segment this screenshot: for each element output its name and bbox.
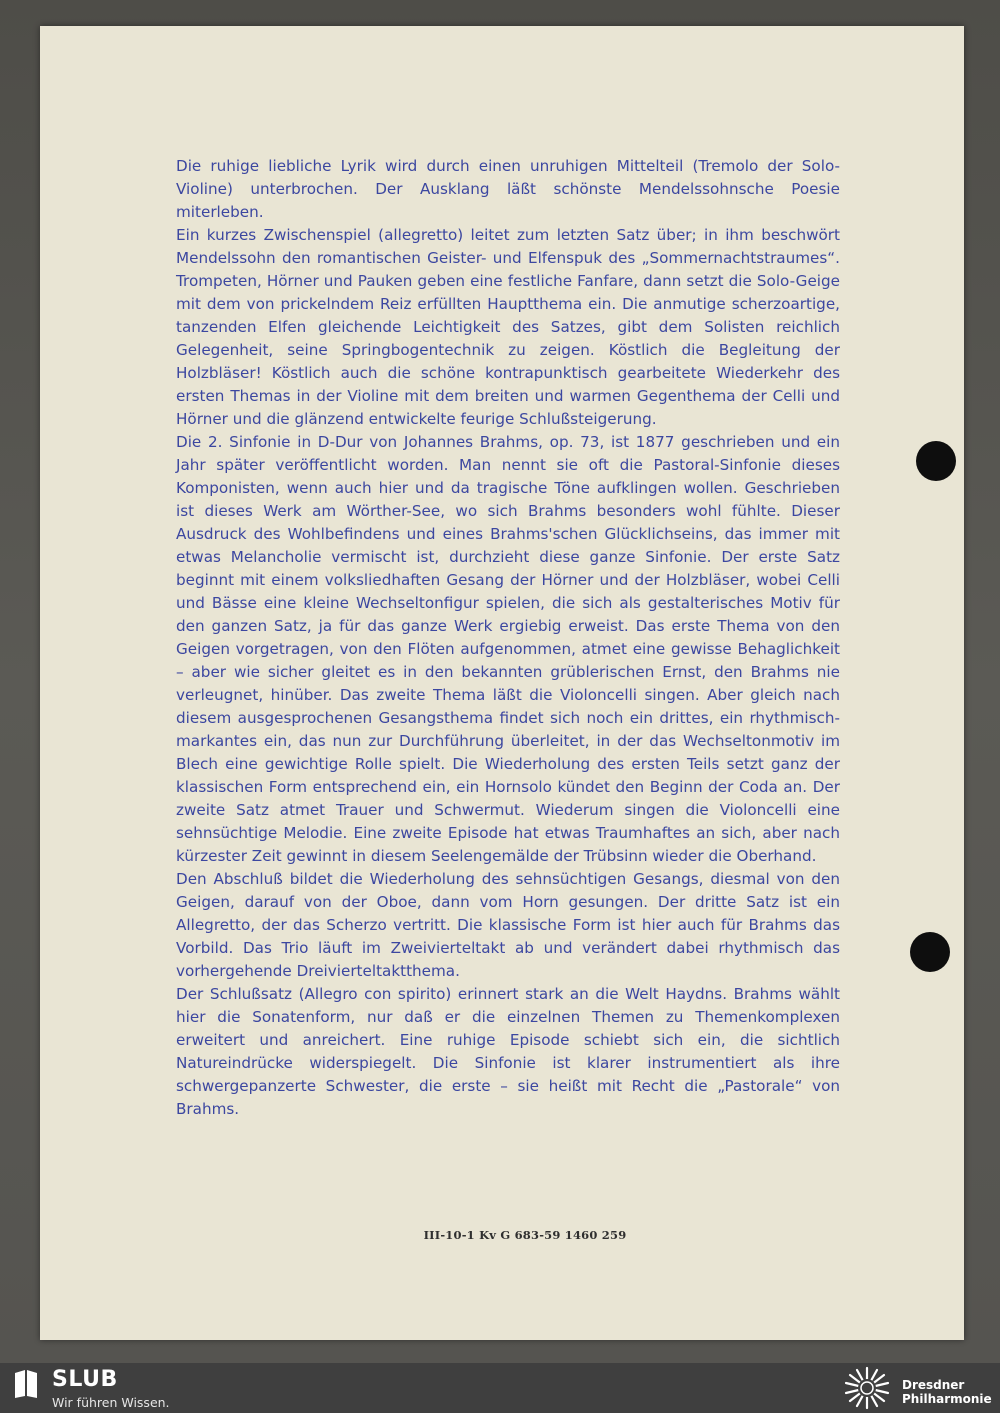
document-body (176, 155, 840, 1121)
slub-name[interactable]: SLUB (52, 1367, 118, 1392)
paragraph-mendelssohn-finale: Ein kurzes Zwischenspiel (allegretto) leitet zum letzten Satz über; in ihm beschwört Mendelssohn den romantischen Geister- und Elfenspuk des „Sommernachtstraumes“. Trompeten, Hörner und Pauken geben eine festliche Fanfare, dann setzt die Solo-Geige mit dem von prickelndem Reiz erfüllten Hauptthema ein. Die anmutige scherzoartige, tanzenden Elfen gleichende Leichtigkeit des Satzes, gibt dem Solisten reichlich Gelegenheit, seine Springbogentechnik zu zeigen. Köstlich die Begleitung der Holzbläser! Köstlich auch die schöne kontrapunktisch gearbeitete Wiederkehr des ersten Themas in der Violine mit dem breiten und warmen Gegenthema der Celli und Hörner und die glänzend entwickelte feurige Schlußsteigerung. (176, 226, 840, 428)
punch-hole-lower (910, 932, 950, 972)
partner-name-line2[interactable]: Philharmonie (902, 1392, 992, 1406)
paragraph-brahms-third-movement: Den Abschluß bildet die Wiederholung des sehnsüchtigen Gesangs, diesmal von den Geigen, darauf von der Oboe, dann vom Horn gesungen. Der dritte Satz ist ein Allegretto, der das Scherzo vertritt. Die klassische Form ist hier auch für Brahms das Vorbild. Das Trio läuft im Zweivierteltakt ab und verändert dabei rhythmisch das vorhergehende Dreivierteltaktthema. (176, 870, 840, 980)
slub-tagline: Wir führen Wissen. (52, 1395, 170, 1410)
dresdner-philharmonie-sunburst-icon (842, 1366, 892, 1410)
partner-name-line1[interactable]: Dresdner (902, 1378, 965, 1392)
punch-hole-upper (916, 441, 956, 481)
slub-book-icon (12, 1369, 40, 1399)
paragraph-brahms-symphony: Die 2. Sinfonie in D-Dur von Johannes Brahms, op. 73, ist 1877 geschrieben und ein Jahr später veröffentlicht worden. Man nennt sie oft die Pastoral-Sinfonie dieses Komponisten, wenn auch hier und da tragische Töne aufklingen wollen. Geschrieben ist dieses Werk am Wörther-See, wo sich Brahms besonders wohl fühlte. Dieser Ausdruck des Wohlbefindens und eines Brahms'schen Glücklichseins, das immer mit etwas Melancholie vermischt ist, durchzieht diese ganze Sinfonie. Der erste Satz beginnt mit einem volksliedhaften Gesang der Hörner und der Holzbläser, wobei Celli und Bässe eine kleine Wechseltonfigur spielen, die sich als gestalterisches Motiv für den ganzen Satz, ja für das ganze Werk ergiebig erweist. Das erste Thema von den Geigen vorgetragen, von den Flöten aufgenommen, atmet eine gewisse Behaglichkeit – aber wie sicher gleitet es in den bekannten grüblerischen Ernst, den Brahms nie verleugnet, hinüber. Das zweite Thema läßt die Violoncelli singen. Aber gleich nach diesem ausgesprochenen Gesangsthema findet sich noch ein drittes, ein rhythmisch-markantes ein, das nun zur Durchführung überleitet, in der das Wechseltonmotiv im Blech eine gewichtige Rolle spielt. Die Wiederholung des ersten Teils setzt ganz der klassischen Form entsprechend ein, ein Hornsolo kündet den Beginn der Coda an. Der zweite Satz atmet Trauer und Schwermut. Wiederum singen die Violoncelli eine sehnsüchtige Melodie. Eine zweite Episode hat etwas Traumhaftes an sich, aber nach kürzester Zeit gewinnt in diesem Seelengemälde der Trübsinn wieder die Oberhand. (176, 433, 840, 865)
footer-bar (0, 1363, 1000, 1413)
paragraph-brahms-finale: Der Schlußsatz (Allegro con spirito) erinnert stark an die Welt Haydns. Brahms wählt hier die Sonatenform, nur daß er die einzelnen Themen zu Themenkomplexen erweitert und anreichert. Eine ruhige Episode schiebt sich ein, die sichtlich Natureindrücke widerspiegelt. Die Sinfonie ist klarer instrumentiert als ihre schwergepanzerte Schwester, die erste – sie heißt mit Recht die „Pastorale“ von Brahms. (176, 985, 840, 1118)
printer-imprint: III-10-1 Kv G 683-59 1460 259 (423, 1228, 627, 1242)
paragraph-mendelssohn-lyric: Die ruhige liebliche Lyrik wird durch einen unruhigen Mittelteil (Tremolo der Solo-Violine) unterbrochen. Der Ausklang läßt schönste Mendelssohnsche Poesie miterleben. (176, 157, 840, 221)
